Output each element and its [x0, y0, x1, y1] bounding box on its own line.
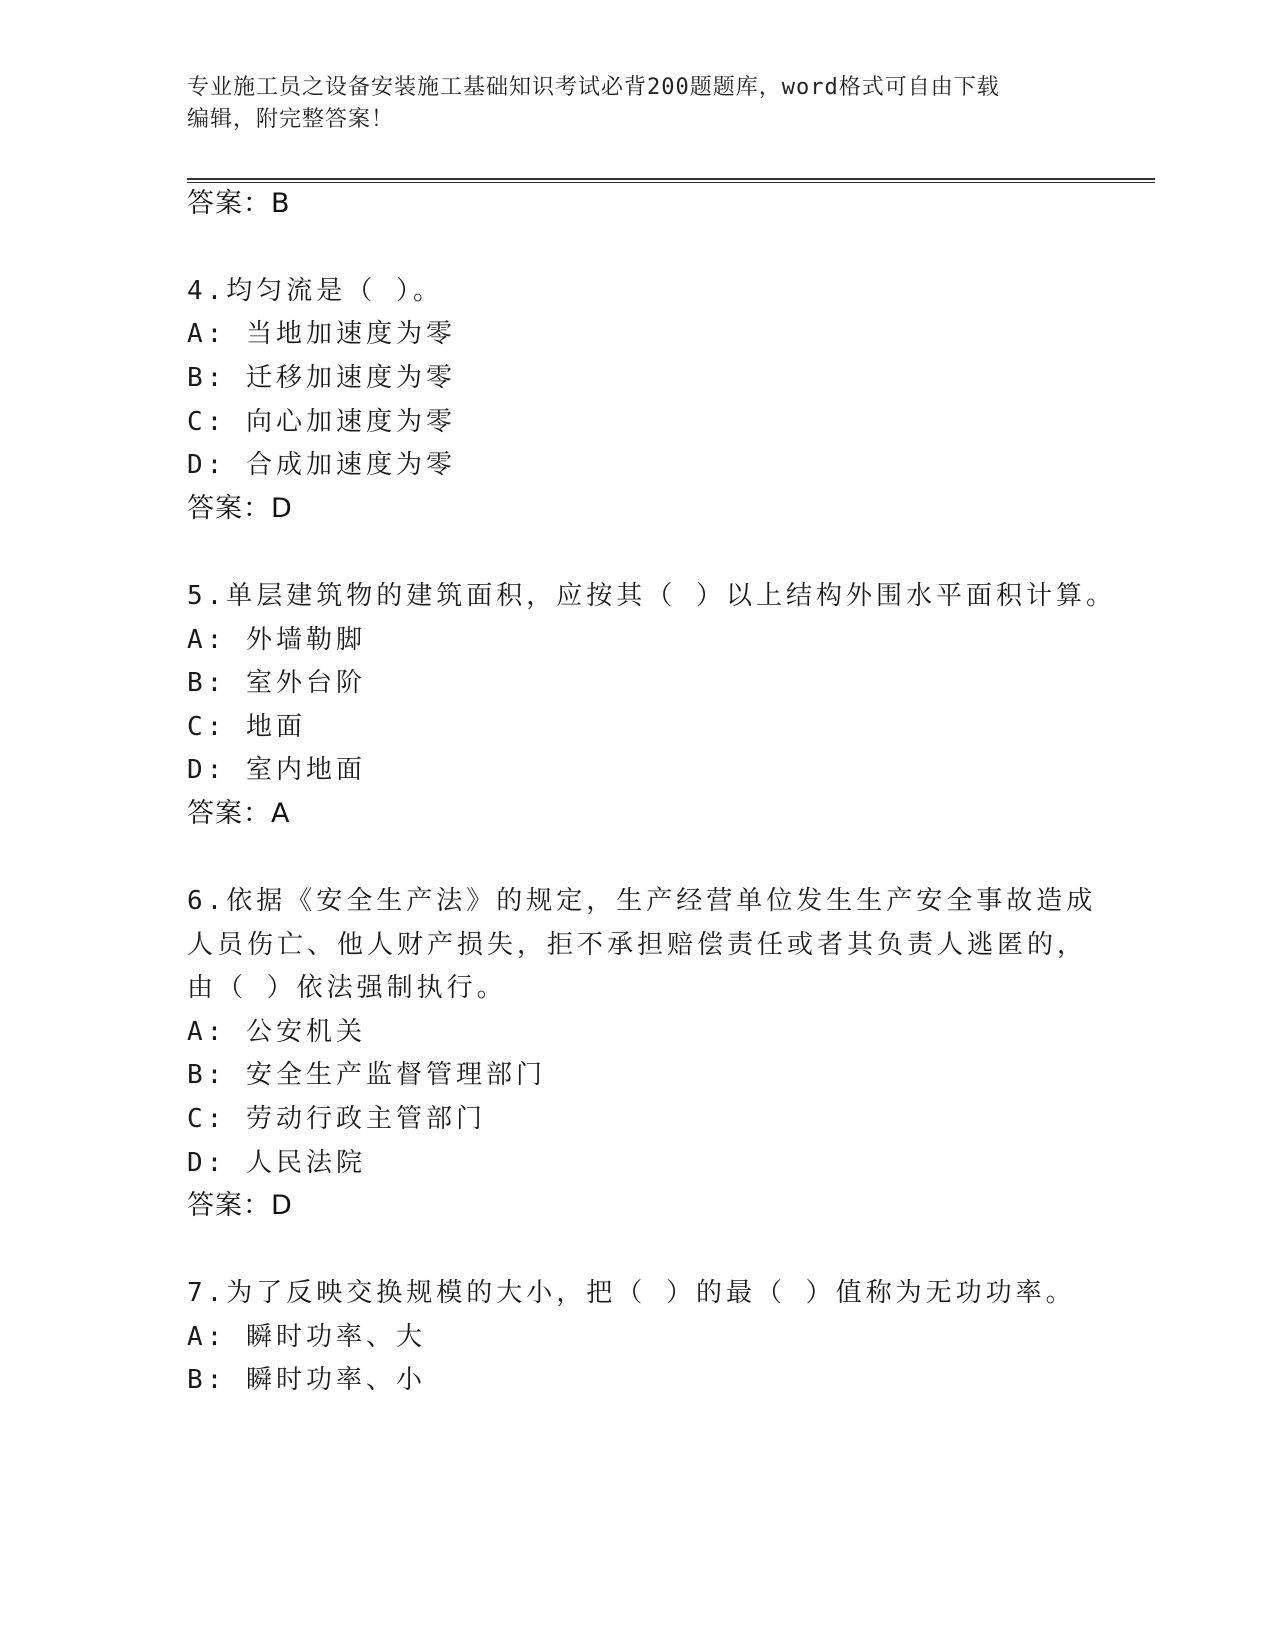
answer-line: 答案：A — [187, 798, 291, 829]
option-c: C: 地面 — [187, 712, 306, 742]
header-divider — [187, 178, 1155, 180]
answer-line: 答案：D — [187, 1190, 293, 1221]
question-stem-line-2: 人员伤亡、他人财产损失，拒不承担赔偿责任或者其负责人逃匿的， — [187, 930, 1088, 960]
question-stem: 7.为了反映交换规模的大小，把（ ）的最（ ）值称为无功功率。 — [187, 1278, 1076, 1308]
option-a: A: 瞬时功率、大 — [187, 1322, 426, 1352]
answer-line: 答案：B — [187, 188, 291, 219]
header-line-1: 专业施工员之设备安装施工基础知识考试必背200题题库，word格式可自由下载 — [187, 75, 1000, 100]
answer-line: 答案：D — [187, 493, 293, 524]
question-stem-line-1: 6.依据《安全生产法》的规定，生产经营单位发生生产安全事故造成 — [187, 886, 1097, 916]
option-a: A: 公安机关 — [187, 1017, 366, 1047]
option-d: D: 室内地面 — [187, 755, 366, 785]
option-d: D: 人民法院 — [187, 1148, 366, 1178]
question-stem: 4.均匀流是（ ）。 — [187, 276, 443, 306]
header-divider-thin — [187, 182, 1155, 183]
option-c: C: 向心加速度为零 — [187, 407, 456, 437]
option-b: B: 迁移加速度为零 — [187, 363, 456, 393]
option-d: D: 合成加速度为零 — [187, 450, 456, 480]
option-b: B: 安全生产监督管理部门 — [187, 1060, 546, 1090]
option-a: A: 外墙勒脚 — [187, 625, 366, 655]
option-b: B: 瞬时功率、小 — [187, 1365, 426, 1395]
page-header — [187, 72, 1067, 136]
question-stem: 5.单层建筑物的建筑面积，应按其（ ）以上结构外围水平面积计算。 — [187, 581, 1116, 611]
option-c: C: 劳动行政主管部门 — [187, 1104, 486, 1134]
option-b: B: 室外台阶 — [187, 668, 366, 698]
option-a: A: 当地加速度为零 — [187, 319, 456, 349]
header-line-2: 编辑，附完整答案！ — [187, 107, 395, 132]
question-stem-line-3: 由（ ）依法强制执行。 — [187, 973, 507, 1003]
